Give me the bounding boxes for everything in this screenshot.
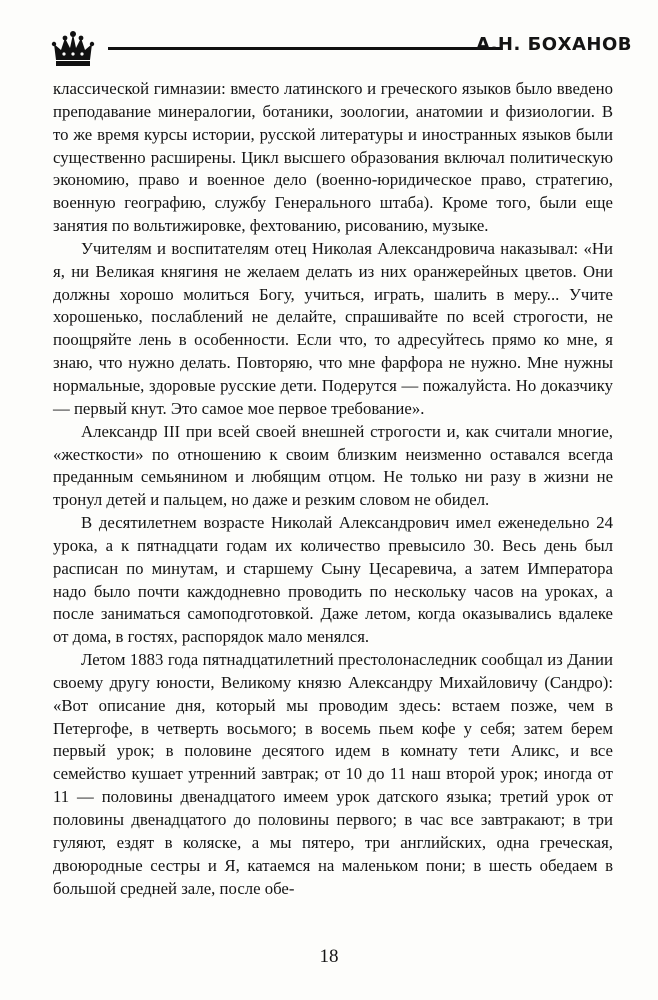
paragraph-4: В десятилетнем возрасте Николай Александрович имел еженедельно 24 урока, а к пятнадцати годам их количество превысило 30. Весь день был расписан по минутам, и старшему Сыну Цесаревича, а затем Императора надо было почти каждодневно проводить по нескольку часов на уроках, а после заниматься самоподготовкой. Даже летом, когда оказывались вдалеке от дома, в гостях, распорядок мало менялся. [53,513,613,647]
body-text [53,78,613,900]
page-header [28,30,632,70]
author-name: А.Н. БОХАНОВ [476,34,632,55]
paragraph-1: классической гимназии: вместо латинского и греческого языков было введено преподавание минералогии, ботаники, зоологии, анатомии и физиологии. В то же время курсы истории, русской литературы и иностранных языков были существенно расширены. Цикл высшего образования включал политическую экономию, право и военное дело (военно-юридическое право, стратегию, военную географию, службу Генерального штаба). Кроме того, были еще занятия по вольтижировке, фехтованию, рисованию, музыке. [53,79,613,236]
paragraph-2: Учителям и воспитателям отец Николая Александровича наказывал: «Ни я, ни Великая княгиня не желаем делать из них оранжерейных цветов. Они должны хорошо молиться Богу, учиться, играть, шалить в меру... Учите хорошенько, послаблений не делайте, спрашивайте по всей строгости, не поощряйте лень в особенности. Если что, то адресуйтесь прямо ко мне, я знаю, что нужно делать. Повторяю, что мне фарфора не нужно. Мне нужны нормальные, здоровые русские дети. Подерутся — пожалуйста. Но доказчику — первый кнут. Это самое мое первое требование». [53,238,613,418]
crown-icon [50,30,96,68]
paragraph-3: Александр III при всей своей внешней строгости и, как считали многие, «жесткости» по отношению к своим близким неизменно оставался всегда преданным семьянином и любящим отцом. Не только ни разу в жизни не тронул детей и пальцем, но даже и резким словом не обидел. [53,421,613,510]
header-rule [108,47,502,50]
page-number: 18 [319,946,339,967]
paragraph-5: Летом 1883 года пятнадцатилетний престолонаследник сообщал из Дании своему другу юности, Великому князю Александру Михайловичу (Сандро): «Вот описание дня, который мы проводим здесь: встаем позже, чем в Петергофе, в четверть восьмого; в восемь пьем кофе у себя; затем берем первый урок; в половине десятого идем в комнату тети Аликс, и все семейство кушает утренний завтрак; от 10 до 11 наш второй урок; иногда от 11 — половины двенадцатого имеем урок датского языка; третий урок от половины двенадцатого до половины первого; в час все завтракают; в три гуляют, ездят в коляске, а мы пятеро, три английских, одна греческая, двоюродные сестры и Я, катаемся на маленьком пони; в шесть обедаем в большой средней зале, после обе- [53,650,613,898]
